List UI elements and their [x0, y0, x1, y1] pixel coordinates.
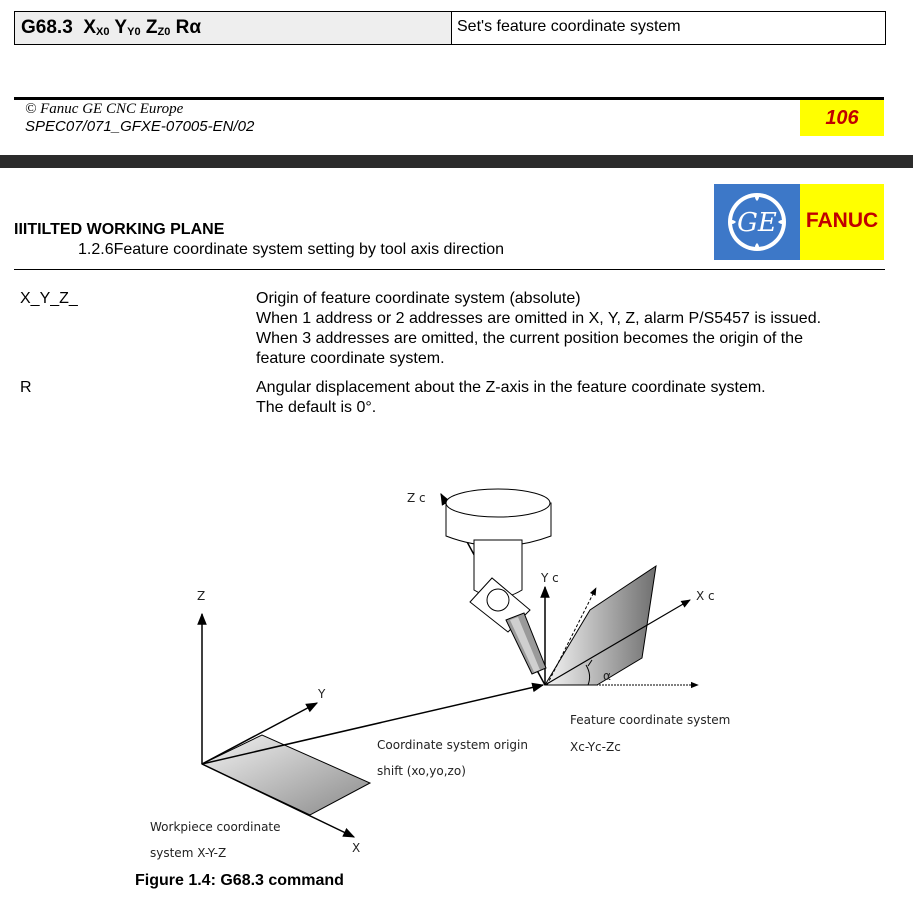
page-number-badge: [800, 100, 884, 136]
command-syntax-cell: [15, 12, 452, 44]
command-header: [14, 11, 886, 45]
r-address: Rα: [175, 17, 201, 38]
label-alpha: α: [603, 669, 611, 683]
definition-line: When 3 addresses are omitted, the current position becomes the origin of the: [256, 330, 803, 347]
definition-line: Angular displacement about the Z-axis in the feature coordinate system.: [256, 379, 766, 396]
page-separator-band: [0, 155, 913, 168]
label-feature-line1: Feature coordinate system: [570, 713, 731, 727]
footer-rule: [14, 97, 884, 100]
chapter-title: IIITILTED WORKING PLANE: [14, 221, 225, 238]
label-workpiece-line1: Workpiece coordinate: [150, 820, 281, 834]
definition-line: When 1 address or 2 addresses are omitted in X, Y, Z, alarm P/S5457 is issued.: [256, 310, 822, 327]
fanuc-logo-text: FANUC: [805, 209, 879, 232]
ge-logo-text: GE: [737, 208, 777, 238]
copyright-text: © Fanuc GE CNC Europe: [25, 101, 184, 117]
y-address-sub: Y0: [127, 26, 141, 38]
label-zc: Z c: [407, 491, 426, 505]
definition-term-xyz: X_Y_Z_: [20, 290, 78, 307]
label-xc: X c: [696, 589, 715, 603]
z-address: Z: [145, 17, 158, 38]
label-workpiece-line2: system X-Y-Z: [150, 846, 227, 860]
ge-monogram-icon: [714, 184, 800, 260]
tool-head: [446, 489, 551, 674]
command-syntax: [21, 17, 201, 39]
section-title: 1.2.6Feature coordinate system setting by tool axis direction: [78, 241, 504, 258]
ge-logo: [714, 184, 800, 260]
label-feature-line2: Xc-Yc-Zc: [570, 740, 621, 754]
command-code: G68.3: [21, 17, 73, 38]
definition-term-r: R: [20, 379, 32, 396]
z-address-sub: Z0: [157, 26, 171, 38]
fanuc-logo: [800, 184, 884, 260]
spec-number: SPEC07/071_GFXE-07005-EN/02: [25, 118, 255, 135]
figure-caption: Figure 1.4: G68.3 command: [135, 872, 344, 889]
definition-line: The default is 0°.: [256, 399, 377, 416]
workpiece-plate: [202, 735, 370, 815]
label-shift-line2: shift (xo,yo,zo): [377, 764, 466, 778]
x-address-sub: X0: [96, 26, 110, 38]
heading-rule: [14, 269, 885, 270]
command-description-cell: [452, 12, 885, 44]
label-x: X: [352, 841, 361, 855]
label-yc: Y c: [541, 571, 559, 585]
x-address: X: [83, 17, 97, 38]
y-address: Y: [114, 17, 128, 38]
page-number: 106: [825, 107, 859, 129]
g68-3-figure: [0, 470, 913, 870]
feature-plate: [545, 566, 656, 685]
label-y: Y: [318, 687, 326, 701]
origin-shift-vector: [202, 685, 543, 764]
definition-line: Origin of feature coordinate system (absolute): [256, 290, 581, 307]
definition-line: feature coordinate system.: [256, 350, 445, 367]
command-description: Set's feature coordinate system: [457, 18, 681, 35]
label-shift-line1: Coordinate system origin: [377, 738, 528, 752]
label-z: Z: [197, 589, 206, 603]
